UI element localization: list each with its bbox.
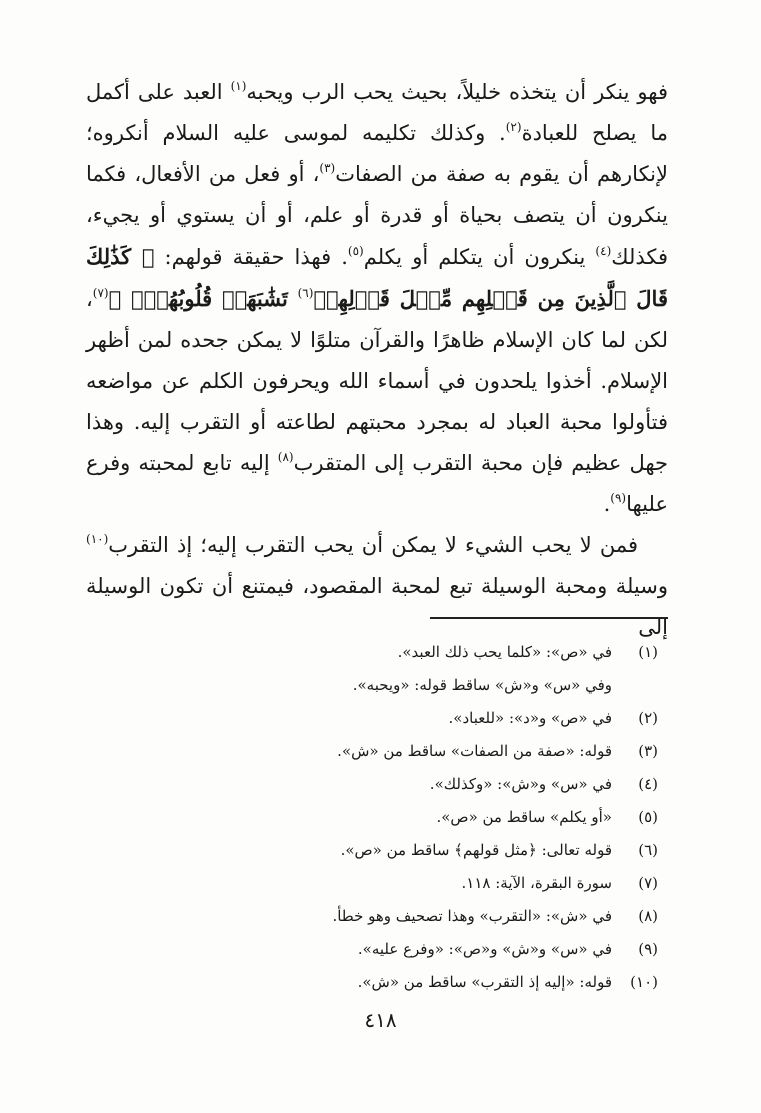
footnote-number: (٩): [638, 940, 658, 958]
page-number: ٤١٨: [364, 1008, 397, 1032]
footnote-ref: (٩): [610, 491, 627, 505]
footnote-text: في «ش»: «التقرب» وهذا تصحيف وهو خطأ.: [332, 907, 612, 925]
footnote-text: في «س» و«ش» و«ص»: «وفرع عليه».: [357, 940, 612, 958]
footnote-ref: (٤): [595, 244, 612, 258]
footnote: [86, 768, 658, 801]
text-segment: ، لكن لما كان الإسلام ظاهرًا والقرآن متلوًا لا يمكن جحده لمن أظهر الإسلام. أخذوا يلحدون في أسماء الله ويحرفون الكلم عن مواضعه فتأولوا محبة العباد له بمجرد محبتهم لطاعته أو التقرب إليه. وهذا جهل عظيم فإن محبة التقرب إلى المتقرب: [86, 287, 669, 475]
text-segment: العبد على أكمل ما يصلح للعبادة: [86, 80, 668, 145]
footnote-number: (٥): [638, 808, 658, 826]
main-text: [86, 72, 668, 648]
footnote-ref: (٦): [297, 286, 314, 300]
footnote: [86, 933, 658, 966]
text-segment: . فهذا حقيقة قولهم:: [154, 245, 348, 269]
footnote-text: قوله: «إليه إذ التقرب» ساقط من «ش».: [357, 973, 612, 991]
footnote-ref: (٥): [347, 244, 364, 258]
footnote-divider: [430, 617, 668, 619]
footnote-ref: (٢): [505, 120, 522, 134]
footnote-number: (٦): [638, 841, 658, 859]
footnote-text: في «ص» و«د»: «للعباد».: [448, 709, 612, 727]
footnote-ref: (٣): [319, 161, 336, 175]
footnote: [86, 702, 658, 735]
text-segment: . وكذلك تكليمه لموسى عليه السلام أنكروه؛ لإنكارهم أن يقوم به صفة من الصفات: [86, 121, 669, 186]
footnote-text: في «ص»: «كلما يحب ذلك العبد».: [397, 643, 612, 661]
text-segment: ، أو فعل من الأفعال، فكما ينكرون أن يتصف بحياة أو قدرة أو علم، أو أن يستوي أو يجيء، فكذلك: [86, 162, 669, 269]
footnote-text: قوله: «صفة من الصفات» ساقط من «ش».: [337, 742, 612, 760]
footnote-number: (٢): [638, 709, 658, 727]
footnote: [86, 735, 658, 768]
footnote: [86, 900, 658, 933]
quran-verse: ﴿ كَذَٰلِكَ قَالَ ٱلَّذِينَ مِن قَبۡلِهِم مِّثۡلَ قَوۡلِهِمۡ: [86, 244, 668, 311]
footnote-ref: (٨): [277, 450, 294, 464]
footnote-number: (٨): [638, 907, 658, 925]
footnote-number: (١٠): [630, 973, 658, 991]
footnote: [86, 966, 658, 999]
text-segment: فمن لا يحب الشيء لا يمكن أن يحب التقرب إليه؛ إذ التقرب: [108, 533, 638, 557]
footnote-continuation: وفي «س» و«ش» ساقط قوله: «ويحبه».: [352, 676, 612, 694]
text-segment: وسيلة ومحبة الوسيلة تبع لمحبة المقصود، فيمتنع أن تكون الوسيلة إلى: [86, 574, 668, 639]
footnote: [86, 867, 658, 900]
footnote: [86, 636, 658, 669]
footnote-number: (٧): [638, 874, 658, 892]
footnote-number: (١): [638, 643, 658, 661]
text-segment: .: [603, 492, 611, 516]
text-segment: ينكرون أن يتكلم أو يكلم: [363, 245, 596, 269]
footnote-ref: (١): [230, 79, 247, 93]
footnotes: [86, 636, 658, 999]
footnote-ref: (١٠): [86, 532, 109, 546]
text-segment: فهو ينكر أن يتخذه خليلاً، بحيث يحب الرب ويحبه: [246, 80, 668, 104]
footnote-number: (٤): [638, 775, 658, 793]
paragraph-2: [86, 525, 668, 648]
footnote-ref: (٧): [92, 286, 109, 300]
footnote-text: في «س» و«ش»: «وكذلك».: [429, 775, 612, 793]
footnote-text: «أو يكلم» ساقط من «ص».: [436, 808, 612, 826]
footnote: [86, 801, 658, 834]
footnote-text: سورة البقرة، الآية: ١١٨.: [461, 874, 612, 892]
footnote: [86, 834, 658, 867]
paragraph-1: [86, 72, 668, 525]
footnote-text: قوله تعالى: ﴿مثل قولهم﴾ ساقط من «ص».: [340, 841, 612, 859]
text-segment: إليه تابع لمحبته وفرع عليها: [86, 451, 668, 516]
quran-verse: تَشَٰبَهَتۡ قُلُوبُهُمۡۗ ﴾: [108, 286, 298, 311]
footnote-number: (٣): [638, 742, 658, 760]
